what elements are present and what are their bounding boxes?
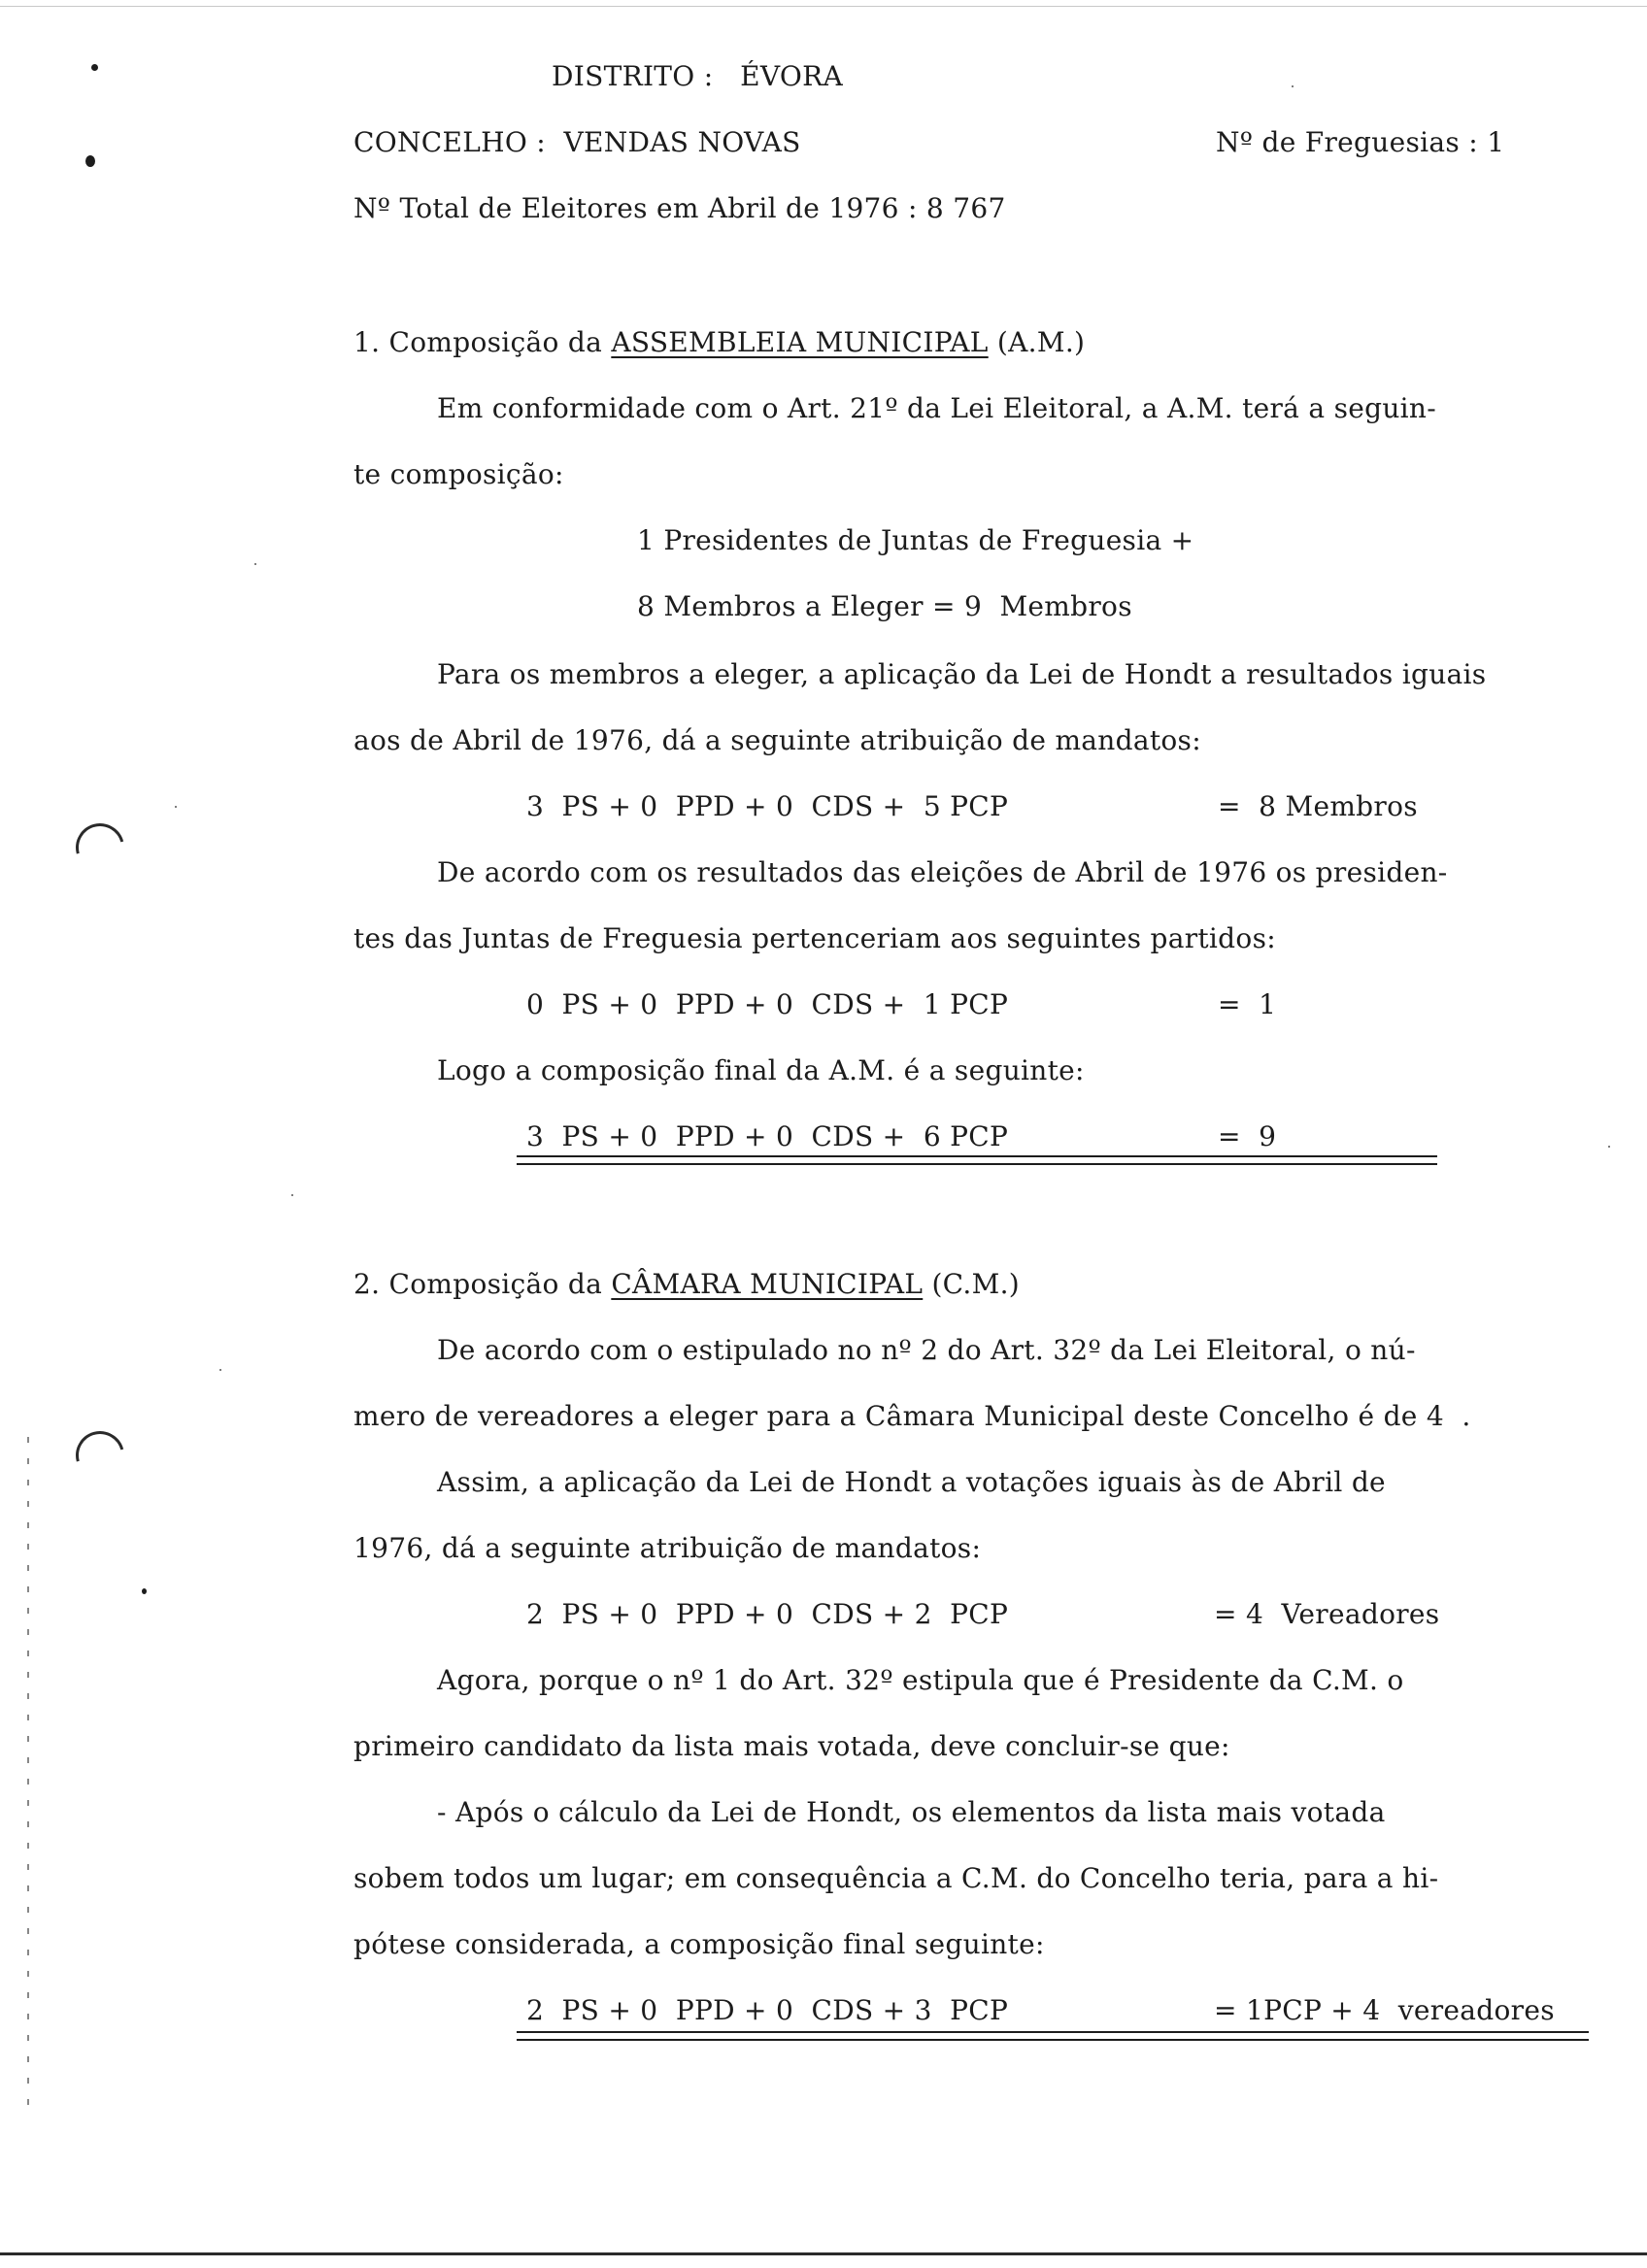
section-2-paragraph-line-7: - Após o cálculo da Lei de Hondt, os elementos da lista mais votada	[437, 1796, 1386, 1828]
composition-line-1: 1 Presidentes de Juntas de Freguesia +	[637, 524, 1194, 556]
scan-top-edge	[0, 6, 1647, 7]
section-2-paragraph-line-1: De acordo com o estipulado no nº 2 do Art. 32º da Lei Eleitoral, o nú-	[437, 1334, 1416, 1366]
cm-mandates-total: = 4 Vereadores	[1214, 1598, 1440, 1630]
am-final-underline-1	[517, 1155, 1437, 1157]
cm-final-underline-1	[517, 2031, 1589, 2033]
section-2-paragraph-line-9: pótese considerada, a composição final seguinte:	[353, 1928, 1045, 1960]
section-1-paragraph-line-5: Logo a composição final da A.M. é a seguinte:	[437, 1054, 1085, 1086]
margin-artifacts	[27, 1437, 29, 2117]
cm-final-underline-2	[517, 2039, 1589, 2041]
freguesias-count: Nº de Freguesias : 1	[1216, 126, 1505, 158]
section-2-paragraph-line-3: Assim, a aplicação da Lei de Hondt a votações iguais às de Abril de	[437, 1466, 1386, 1498]
section-1-intro-line-1: Em conformidade com o Art. 21º da Lei Eleitoral, a A.M. terá a seguin-	[437, 392, 1437, 424]
am-mandates-total: = 8 Membros	[1218, 790, 1418, 822]
section-2-paragraph-line-8: sobem todos um lugar; em consequência a C.M. do Concelho teria, para a hi-	[353, 1862, 1439, 1894]
punch-mark	[85, 155, 95, 167]
am-mandates-equation: 3 PS + 0 PPD + 0 CDS + 5 PCP	[526, 790, 1009, 822]
juntas-presidents-equation: 0 PS + 0 PPD + 0 CDS + 1 PCP	[526, 988, 1009, 1020]
distrito-line: DISTRITO : ÉVORA	[552, 60, 844, 92]
section-1-paragraph-line-4: tes das Juntas de Freguesia pertenceriam aos seguintes partidos:	[353, 922, 1276, 954]
total-eleitores-line: Nº Total de Eleitores em Abril de 1976 : 8 767	[353, 192, 1006, 224]
scan-speck	[175, 806, 177, 808]
scan-speck	[1608, 1146, 1610, 1148]
scan-speck	[219, 1369, 221, 1371]
am-final-underline-2	[517, 1163, 1437, 1165]
am-final-equation: 3 PS + 0 PPD + 0 CDS + 6 PCP	[526, 1120, 1009, 1152]
binder-hole-mark	[67, 815, 133, 881]
cm-final-equation: 2 PS + 0 PPD + 0 CDS + 3 PCP	[526, 1994, 1009, 2026]
scan-speck	[1292, 85, 1294, 87]
cm-final-total: = 1PCP + 4 vereadores	[1214, 1994, 1555, 2026]
section-2-heading: 2. Composição da CÂMARA MUNICIPAL (C.M.)	[353, 1268, 1020, 1300]
section-1-paragraph-line-1: Para os membros a eleger, a aplicação da Lei de Hondt a resultados iguais	[437, 658, 1487, 690]
scan-speck	[142, 1588, 147, 1594]
section-1-paragraph-line-2: aos de Abril de 1976, dá a seguinte atribuição de mandatos:	[353, 724, 1201, 756]
scan-bottom-edge	[0, 2252, 1647, 2255]
am-final-total: = 9	[1218, 1120, 1277, 1152]
section-1-paragraph-line-3: De acordo com os resultados das eleições de Abril de 1976 os presiden-	[437, 856, 1448, 888]
scan-speck	[254, 563, 256, 565]
section-1-title: ASSEMBLEIA MUNICIPAL	[611, 326, 989, 358]
section-2-title: CÂMARA MUNICIPAL	[611, 1268, 924, 1300]
section-1-intro-line-2: te composição:	[353, 458, 564, 490]
scan-speck	[91, 64, 98, 71]
section-2-paragraph-line-6: primeiro candidato da lista mais votada, deve concluir-se que:	[353, 1730, 1230, 1762]
binder-hole-mark	[67, 1422, 133, 1488]
concelho-line: CONCELHO : VENDAS NOVAS	[353, 126, 801, 158]
juntas-presidents-total: = 1	[1218, 988, 1277, 1020]
section-2-paragraph-line-4: 1976, dá a seguinte atribuição de mandatos:	[353, 1532, 982, 1564]
section-2-paragraph-line-5: Agora, porque o nº 1 do Art. 32º estipula que é Presidente da C.M. o	[437, 1664, 1404, 1696]
section-1-heading: 1. Composição da ASSEMBLEIA MUNICIPAL (A.M.)	[353, 326, 1086, 358]
composition-line-2: 8 Membros a Eleger = 9 Membros	[637, 590, 1132, 622]
cm-mandates-equation: 2 PS + 0 PPD + 0 CDS + 2 PCP	[526, 1598, 1009, 1630]
scan-speck	[291, 1194, 293, 1196]
section-2-paragraph-line-2: mero de vereadores a eleger para a Câmara Municipal deste Concelho é de 4 .	[353, 1400, 1471, 1432]
